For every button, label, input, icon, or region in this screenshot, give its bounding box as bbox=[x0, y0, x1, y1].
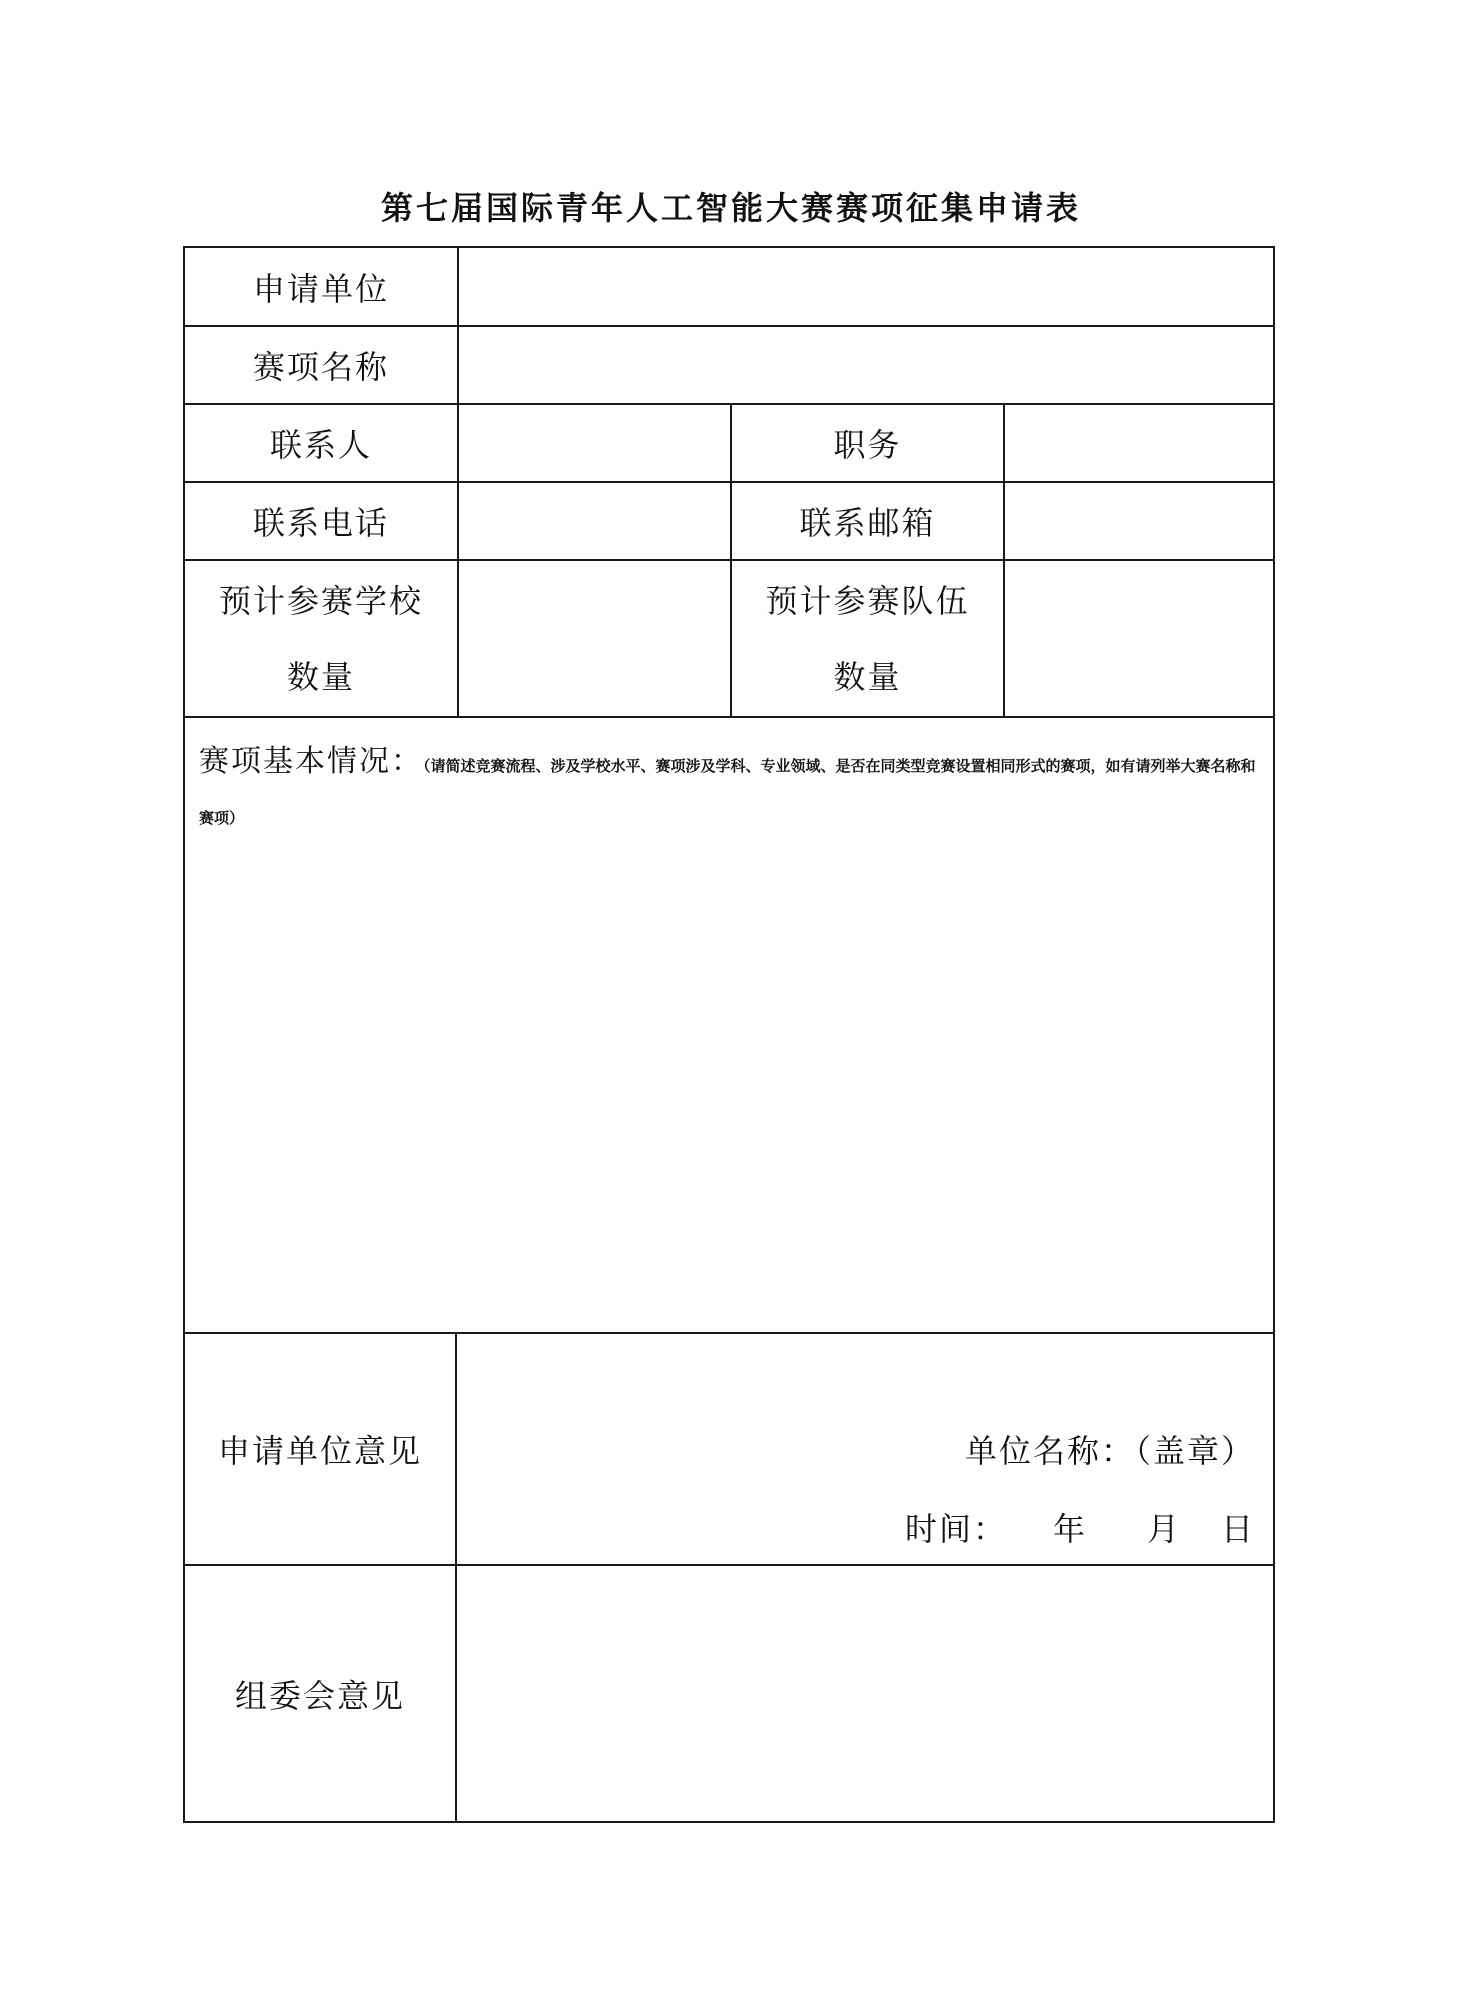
contact-person-field[interactable] bbox=[459, 405, 732, 483]
label-expected-teams bbox=[732, 561, 1005, 718]
event-name-field[interactable] bbox=[459, 327, 1273, 405]
position-field[interactable] bbox=[1005, 405, 1273, 483]
label-event-name: 赛项名称 bbox=[185, 327, 459, 405]
applicant-opinion-field[interactable] bbox=[457, 1334, 1273, 1566]
contact-email-field[interactable] bbox=[1005, 483, 1273, 561]
expected-schools-line1: 预计参赛学校 bbox=[218, 581, 423, 620]
expected-teams-line1: 预计参赛队伍 bbox=[765, 581, 970, 620]
expected-schools-field[interactable] bbox=[459, 561, 732, 718]
label-contact-email: 联系邮箱 bbox=[732, 483, 1005, 561]
expected-schools-line2: 数量 bbox=[286, 657, 355, 696]
label-expected-schools bbox=[185, 561, 459, 718]
time-label: 时间： bbox=[904, 1510, 1007, 1548]
month-label: 月 bbox=[1146, 1510, 1181, 1548]
expected-teams-field[interactable] bbox=[1005, 561, 1273, 718]
label-position: 职务 bbox=[732, 405, 1005, 483]
committee-opinion-field[interactable] bbox=[457, 1566, 1273, 1821]
label-contact-person: 联系人 bbox=[185, 405, 459, 483]
year-label: 年 bbox=[1052, 1510, 1087, 1548]
signing-date bbox=[905, 1504, 1255, 1550]
label-applicant-opinion: 申请单位意见 bbox=[185, 1334, 457, 1566]
applicant-unit-field[interactable] bbox=[459, 248, 1273, 327]
event-description-area[interactable] bbox=[185, 718, 1273, 1334]
label-committee-opinion: 组委会意见 bbox=[185, 1566, 457, 1821]
form-title: 第七届国际青年人工智能大赛赛项征集申请表 bbox=[380, 189, 1081, 227]
event-description-label: 赛项基本情况： bbox=[199, 744, 423, 779]
expected-teams-line2: 数量 bbox=[833, 657, 902, 696]
application-form-table bbox=[183, 246, 1275, 1823]
unit-name-seal-label: 单位名称：（盖章） bbox=[964, 1432, 1255, 1470]
label-applicant-unit: 申请单位 bbox=[185, 248, 459, 327]
day-label: 日 bbox=[1220, 1510, 1255, 1548]
contact-phone-field[interactable] bbox=[459, 483, 732, 561]
label-contact-phone: 联系电话 bbox=[185, 483, 459, 561]
event-description-hint: （请简述竞赛流程、涉及学校水平、赛项涉及学科、专业领域、是否在同类型竞赛设置相同形式的赛项，如有请列举大赛名称和赛项） bbox=[199, 757, 1256, 827]
